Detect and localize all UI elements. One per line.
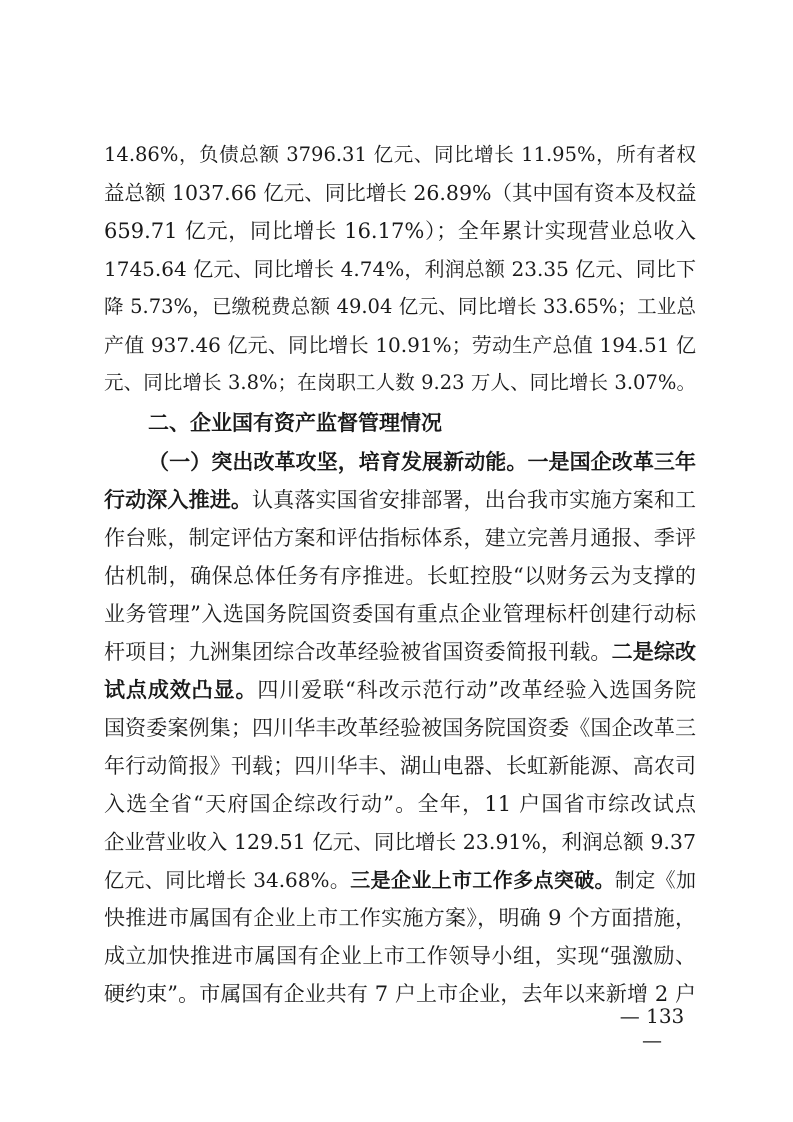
para2-line-12-text: 亿元、同比增长 34.68%。 — [104, 868, 351, 892]
para2-line-6 — [104, 637, 696, 667]
body-line-6: 产值 937.46 亿元、同比增长 10.91%；劳动生产总值 194.51 亿 — [104, 333, 696, 357]
para2-line-1: （一）突出改革攻坚，培育发展新动能。一是国企改革三年 — [148, 450, 696, 474]
subheading-two-start: 二是综改 — [611, 640, 697, 664]
subheading-three: 三是企业上市工作多点突破。 — [350, 868, 615, 892]
body-line-2: 益总额 1037.66 亿元、同比增长 26.89%（其中国有资本及权益 — [104, 181, 697, 205]
body-line-3: 659.71 亿元，同比增长 16.17%）；全年累计实现营业总收入 — [104, 219, 696, 243]
para2-line-10: 入选全省“天府国企综改行动”。全年，11 户国省市综改试点 — [104, 792, 696, 816]
para2-line-8: 国资委案例集；四川华丰改革经验被国务院国资委《国企改革三 — [104, 716, 696, 740]
para2-line-15: 硬约束”。市属国有企业共有 7 户上市企业，去年以来新增 2 户 — [104, 982, 696, 1006]
page-number: — 133 — — [619, 1004, 685, 1052]
para2-line-4: 估机制，确保总体任务有序推进。长虹控股“以财务云为支撑的 — [104, 564, 696, 588]
para2-line-14: 成立加快推进市属国有企业上市工作领导小组，实现“强激励、 — [104, 944, 696, 968]
para2-line-9: 年行动简报》刊载；四川华丰、湖山电器、长虹新能源、高农司 — [104, 754, 696, 778]
para2-line-7-text: 四川爱联“科改示范行动”改革经验入选国务院 — [257, 678, 696, 702]
para2-line-11: 企业营业收入 129.51 亿元、同比增长 23.91%，利润总额 9.37 — [104, 830, 696, 854]
para2-line-2-text: 认真落实国省安排部署，出台我市实施方案和工 — [252, 488, 697, 512]
para2-line-6-text: 杆项目；九洲集团综合改革经验被省国资委简报刊载。 — [104, 640, 612, 664]
para2-line-13: 快推进市属国有企业上市工作实施方案》，明确 9 个方面措施， — [104, 906, 696, 930]
para2-line-12 — [104, 865, 696, 895]
subheading-one: 行动深入推进。 — [104, 488, 253, 512]
body-line-1: 14.86%，负债总额 3796.31 亿元、同比增长 11.95%，所有者权 — [104, 143, 696, 166]
para2-line-2 — [104, 485, 696, 515]
body-line-7: 元、同比增长 3.8%；在岗职工人数 9.23 万人、同比增长 3.07%。 — [104, 371, 696, 394]
para2-line-12-rest: 制定《加 — [614, 868, 697, 892]
para2-line-5: 业务管理”入选国务院国资委国有重点企业管理标杆创建行动标 — [104, 602, 696, 626]
body-line-5: 降 5.73%，已缴税费总额 49.04 亿元、同比增长 33.65%；工业总 — [104, 295, 696, 318]
subheading-two-end: 试点成效凸显。 — [104, 678, 258, 702]
body-line-4: 1745.64 亿元、同比增长 4.74%，利润总额 23.35 亿元、同比下 — [104, 257, 696, 281]
para2-line-3: 作台账，制定评估方案和评估指标体系，建立完善月通报、季评 — [104, 526, 696, 550]
para2-line-7 — [104, 675, 696, 705]
section-heading: 二、企业国有资产监督管理情况 — [148, 411, 442, 435]
